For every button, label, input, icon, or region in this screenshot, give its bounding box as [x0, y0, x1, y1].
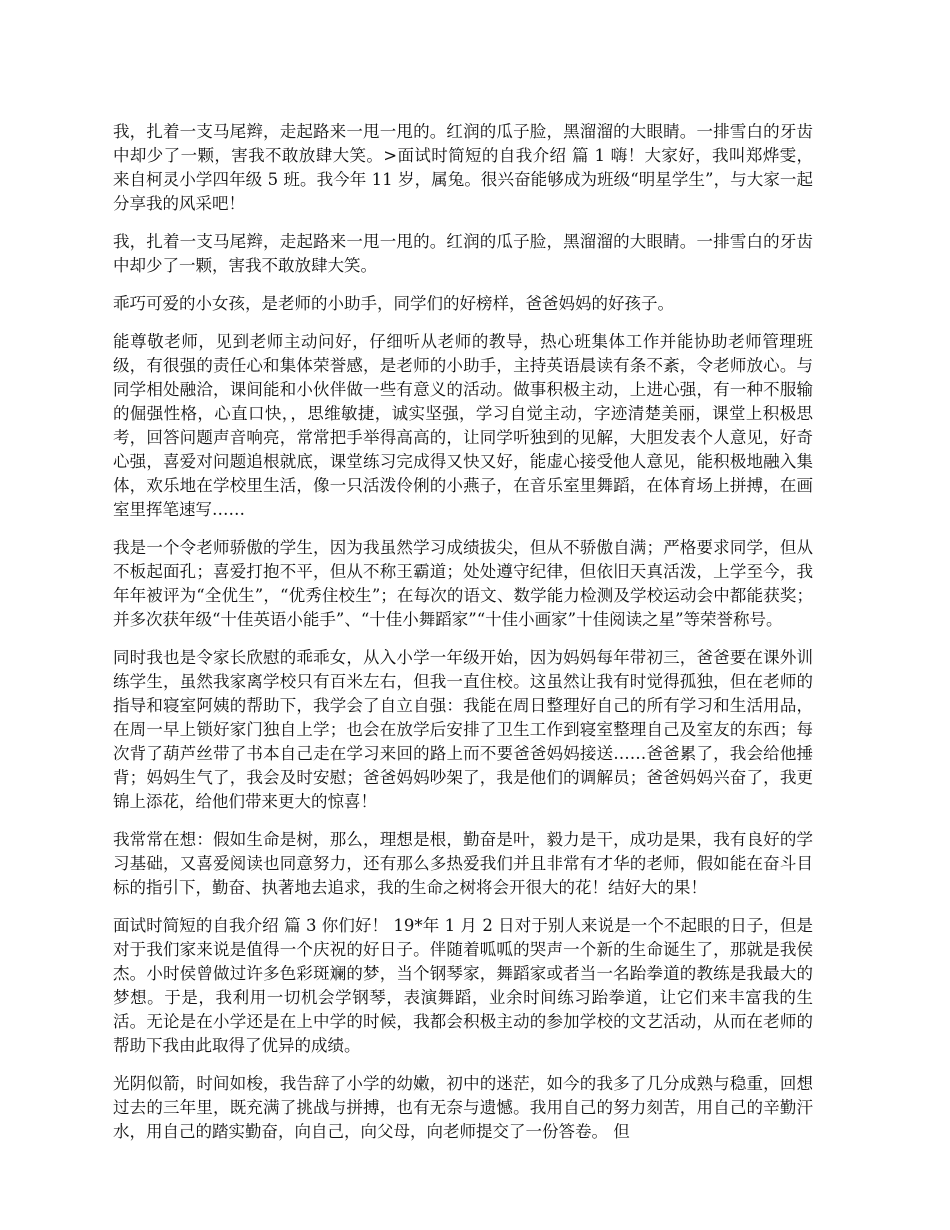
paragraph-3: 乖巧可爱的小女孩，是老师的小助手，同学们的好榜样，爸爸妈妈的好孩子。 — [113, 294, 674, 313]
paragraph-7: 我常常在想：假如生命是树，那么，理想是根，勤奋是叶，毅力是干，成功是果，我有良好的学习基础，又喜爱阅读也同意努力，还有那么多热爱我们并且非常有才华的老师，假如能在奋斗目标的指引下，勤奋、执著地去追求，我的生命之树将会开很大的花！结好大的果！ — [113, 830, 813, 897]
paragraph-8: 面试时简短的自我介绍 篇 3 你们好！ 19*年 1 月 2 日对于别人来说是一个不起眼的日子，但是对于我们家来说是值得一个庆祝的好日子。伴随着呱呱的哭声一个新的生命诞生了，那就是我侯杰。小时侯曾做过许多色彩斑斓的梦，当个钢琴家，舞蹈家或者当一名跆拳道的教练是我最大的梦想。于是，我利用一切机会学钢琴，表演舞蹈，业余时间练习跆拳道，让它们来丰富我的生活。无论是在小学还是在上中学的时候，我都会积极主动的参加学校的文艺活动，从而在老师的帮助下我由此取得了优异的成绩。 — [113, 916, 813, 1055]
paragraph-6: 同时我也是令家长欣慰的乖乖女，从入小学一年级开始，因为妈妈每年带初三，爸爸要在课外训练学生，虽然我家离学校只有百米左右，但我一直住校。这虽然让我有时觉得孤独，但在老师的指导和寝室阿姨的帮助下，我学会了自立自强：我能在周日整理好自己的所有学习和生活用品，在周一早上锁好家门独自上学；也会在放学后安排了卫生工作到寝室整理自己及室友的东西；每次背了葫芦丝带了书本自己走在学习来回的路上而不要爸爸妈妈接送……爸爸累了，我会给他捶背；妈妈生气了，我会及时安慰；爸爸妈妈吵架了，我是他们的调解员；爸爸妈妈兴奋了，我更锦上添花，给他们带来更大的惊喜！ — [113, 648, 813, 811]
paragraph-2: 我，扎着一支马尾辫，走起路来一甩一甩的。红润的瓜子脸，黑溜溜的大眼睛。一排雪白的牙齿中却少了一颗，害我不敢放肆大笑。 — [113, 232, 813, 275]
paragraph-5: 我是一个令老师骄傲的学生，因为我虽然学习成绩拔尖，但从不骄傲自满；严格要求同学，但从不板起面孔；喜爱打抱不平，但从不称王霸道；处处遵守纪律，但依旧天真活泼，上学至今，我年年被评为“全优生”，“优秀住校生”；在每次的语文、数学能力检测及学校运动会中都能获奖；并多次获年级“十佳英语小能手”、“十佳小舞蹈家”“十佳小画家”十佳阅读之星”等荣誉称号。 — [113, 538, 813, 629]
paragraph-4: 能尊敬老师，见到老师主动问好，仔细听从老师的教导，热心班集体工作并能协助老师管理班级，有很强的责任心和集体荣誉感，是老师的小助手，主持英语晨读有条不紊，令老师放心。与同学相处融洽，课间能和小伙伴做一些有意义的活动。做事积极主动，上进心强，有一种不服输的倔强性格，心直口快，，思维敏捷，诚实坚强，学习自觉主动，字迹清楚美丽，课堂上积极思考，回答问题声音响亮，常常把手举得高高的，让同学听独到的见解，大胆发表个人意见，好奇心强，喜爱对问题追根就底，课堂练习完成得又快又好，能虚心接受他人意见，能积极地融入集体，欢乐地在学校里生活，像一只活泼伶俐的小燕子，在音乐室里舞蹈，在体育场上拼搏，在画室里挥笔速写…… — [113, 332, 813, 519]
paragraph-1: 我，扎着一支马尾辫，走起路来一甩一甩的。红润的瓜子脸，黑溜溜的大眼睛。一排雪白的牙齿中却少了一颗，害我不敢放肆大笑。>面试时简短的自我介绍 篇 1 嗨！大家好，我叫郑烨雯，来自柯灵小学四年级 5 班。我今年 11 岁，属兔。很兴奋能够成为班级“明星学生”，与大家一起分享我的风采吧！ — [113, 122, 813, 213]
paragraph-9: 光阴似箭，时间如梭，我告辞了小学的幼嫩，初中的迷茫，如今的我多了几分成熟与稳重，回想过去的三年里，既充满了挑战与拼搏，也有无奈与遗憾。我用自己的努力刻苦，用自己的辛勤汗水，用自己的踏实勤奋，向自己，向父母，向老师提交了一份答卷。 但 — [113, 1074, 813, 1141]
